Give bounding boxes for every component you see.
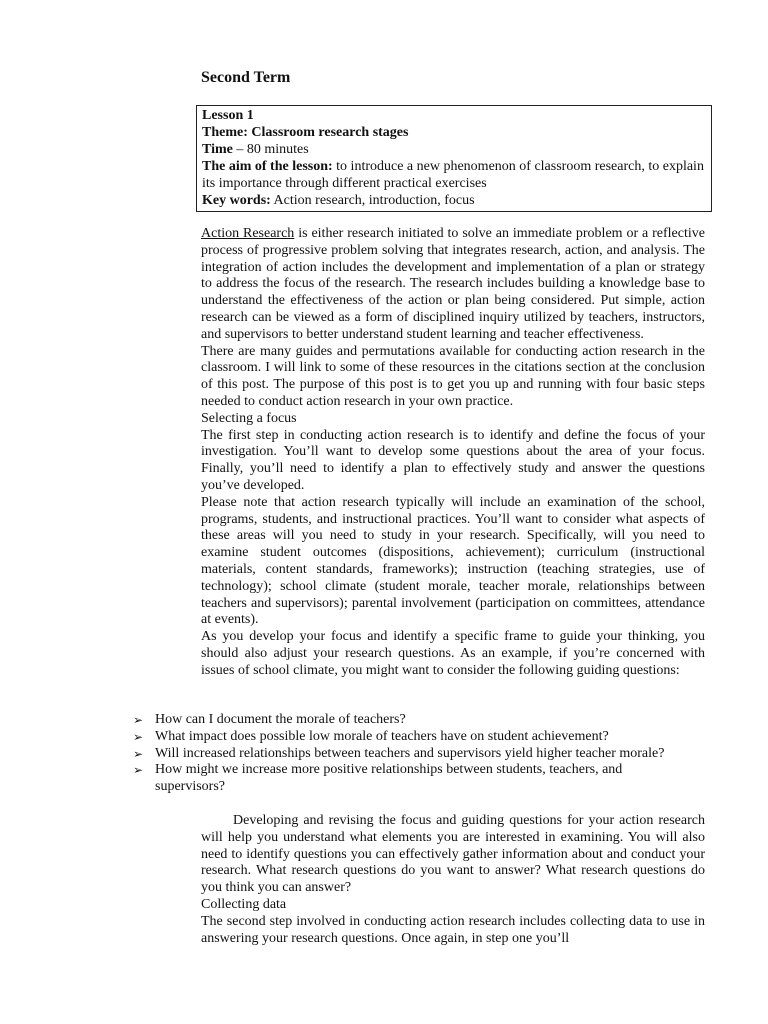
lesson-time-label: Time [202,142,233,157]
arrow-bullet-icon: ➢ [133,729,144,744]
lesson-time-value: – 80 minutes [232,142,309,157]
list-item [133,712,693,729]
action-research-term: Action Research [201,226,295,241]
lesson-theme: Theme: Classroom research stages [202,125,409,140]
body-section-1 [201,226,705,680]
lesson-keywords-label: Key words: [202,193,271,208]
lesson-number-row [202,107,706,124]
paragraph-action-research [201,226,705,344]
paragraph-1-text: is either research initiated to solve an immediate problem or a reflective process of progressive problem solving that integrates research, action, and analysis. The integration of action includes the development and implementation of a plan or strategy to address the focus of the research. The research includes building a knowledge base to understand the effectiveness of the action or plan being considered. Put simple, action research can be viewed as a form of disciplined inquiry utilized by teachers, instructors, and supervisors to better understand student learning and teacher effectiveness. [201,226,705,342]
lesson-aim-value: to introduce a new phenomenon of classroom research, to explain its importance through different practical exercises [202,159,704,191]
list-item-text: How can I document the morale of teachers? [155,712,406,727]
paragraph-6: Developing and revising the focus and guiding questions for your action research will help you understand what elements you are interested in examining. You will also need to identify questions you can effectively gather information about and conduct your research. What research questions do you want to answer? What research questions do you think you can answer? [201,813,705,896]
list-item-text: How might we increase more positive relationships between students, teachers, and supervisors? [155,762,623,795]
paragraph-7: The second step involved in conducting action research includes collecting data to use in answering your research questions. Once again, in step one you’ll [201,913,705,946]
lesson-keywords-row [202,192,706,209]
list-item-text: Will increased relationships between teachers and supervisors yield higher teacher morale? [155,745,665,761]
section-heading-selecting-focus: Selecting a focus [201,410,297,426]
lesson-aim-label: The aim of the lesson: [202,159,333,174]
lesson-number: Lesson 1 [202,108,254,123]
paragraph-3: The first step in conducting action research is to identify and define the focus of your investigation. You’ll want to develop some questions about the area of your focus. Finally, you’ll need to identify a plan to effectively study and answer the questions you’ve developed. [201,427,705,493]
lesson-keywords-value: Action research, introduction, focus [270,193,475,208]
body-section-2 [201,813,705,947]
paragraph-4: Please note that action research typically will include an examination of the school, programs, students, and instructional practices. You’ll want to consider what aspects of these areas will you need to study in your research. Specifically, will you need to examine student outcomes (dispositions, achievement); curriculum (instructional materials, content standards, frameworks); instruction (teaching strategies, use of technology); school climate (student morale, teacher morale, relationships between teachers and supervisors); parental involvement (participation on committees, attendance at events). [201,494,705,628]
paragraph-2: There are many guides and permutations available for conducting action research in the classroom. I will link to some of these resources in the citations section at the conclusion of this post. The purpose of this post is to get you up and running with four basic steps needed to conduct action research in your own practice. [201,343,705,409]
lesson-info-box [196,105,712,212]
list-item [133,729,693,746]
arrow-bullet-icon: ➢ [133,763,144,778]
list-item-text: What impact does possible low morale of teachers have on student achievement? [155,728,609,744]
lesson-theme-row [202,124,706,141]
guiding-questions-list [133,712,693,796]
lesson-aim-row [202,158,706,192]
arrow-bullet-icon: ➢ [133,746,144,761]
paragraph-5: As you develop your focus and identify a specific frame to guide your thinking, you should also adjust your research questions. As an example, if you’re concerned with issues of school climate, you might want to consider the following guiding questions: [201,629,705,678]
arrow-bullet-icon: ➢ [133,713,144,727]
page-title: Second Term [201,69,291,86]
list-item [133,746,693,763]
section-heading-collecting-data: Collecting data [201,896,287,912]
lesson-time-row [202,141,706,158]
list-item [133,762,693,796]
